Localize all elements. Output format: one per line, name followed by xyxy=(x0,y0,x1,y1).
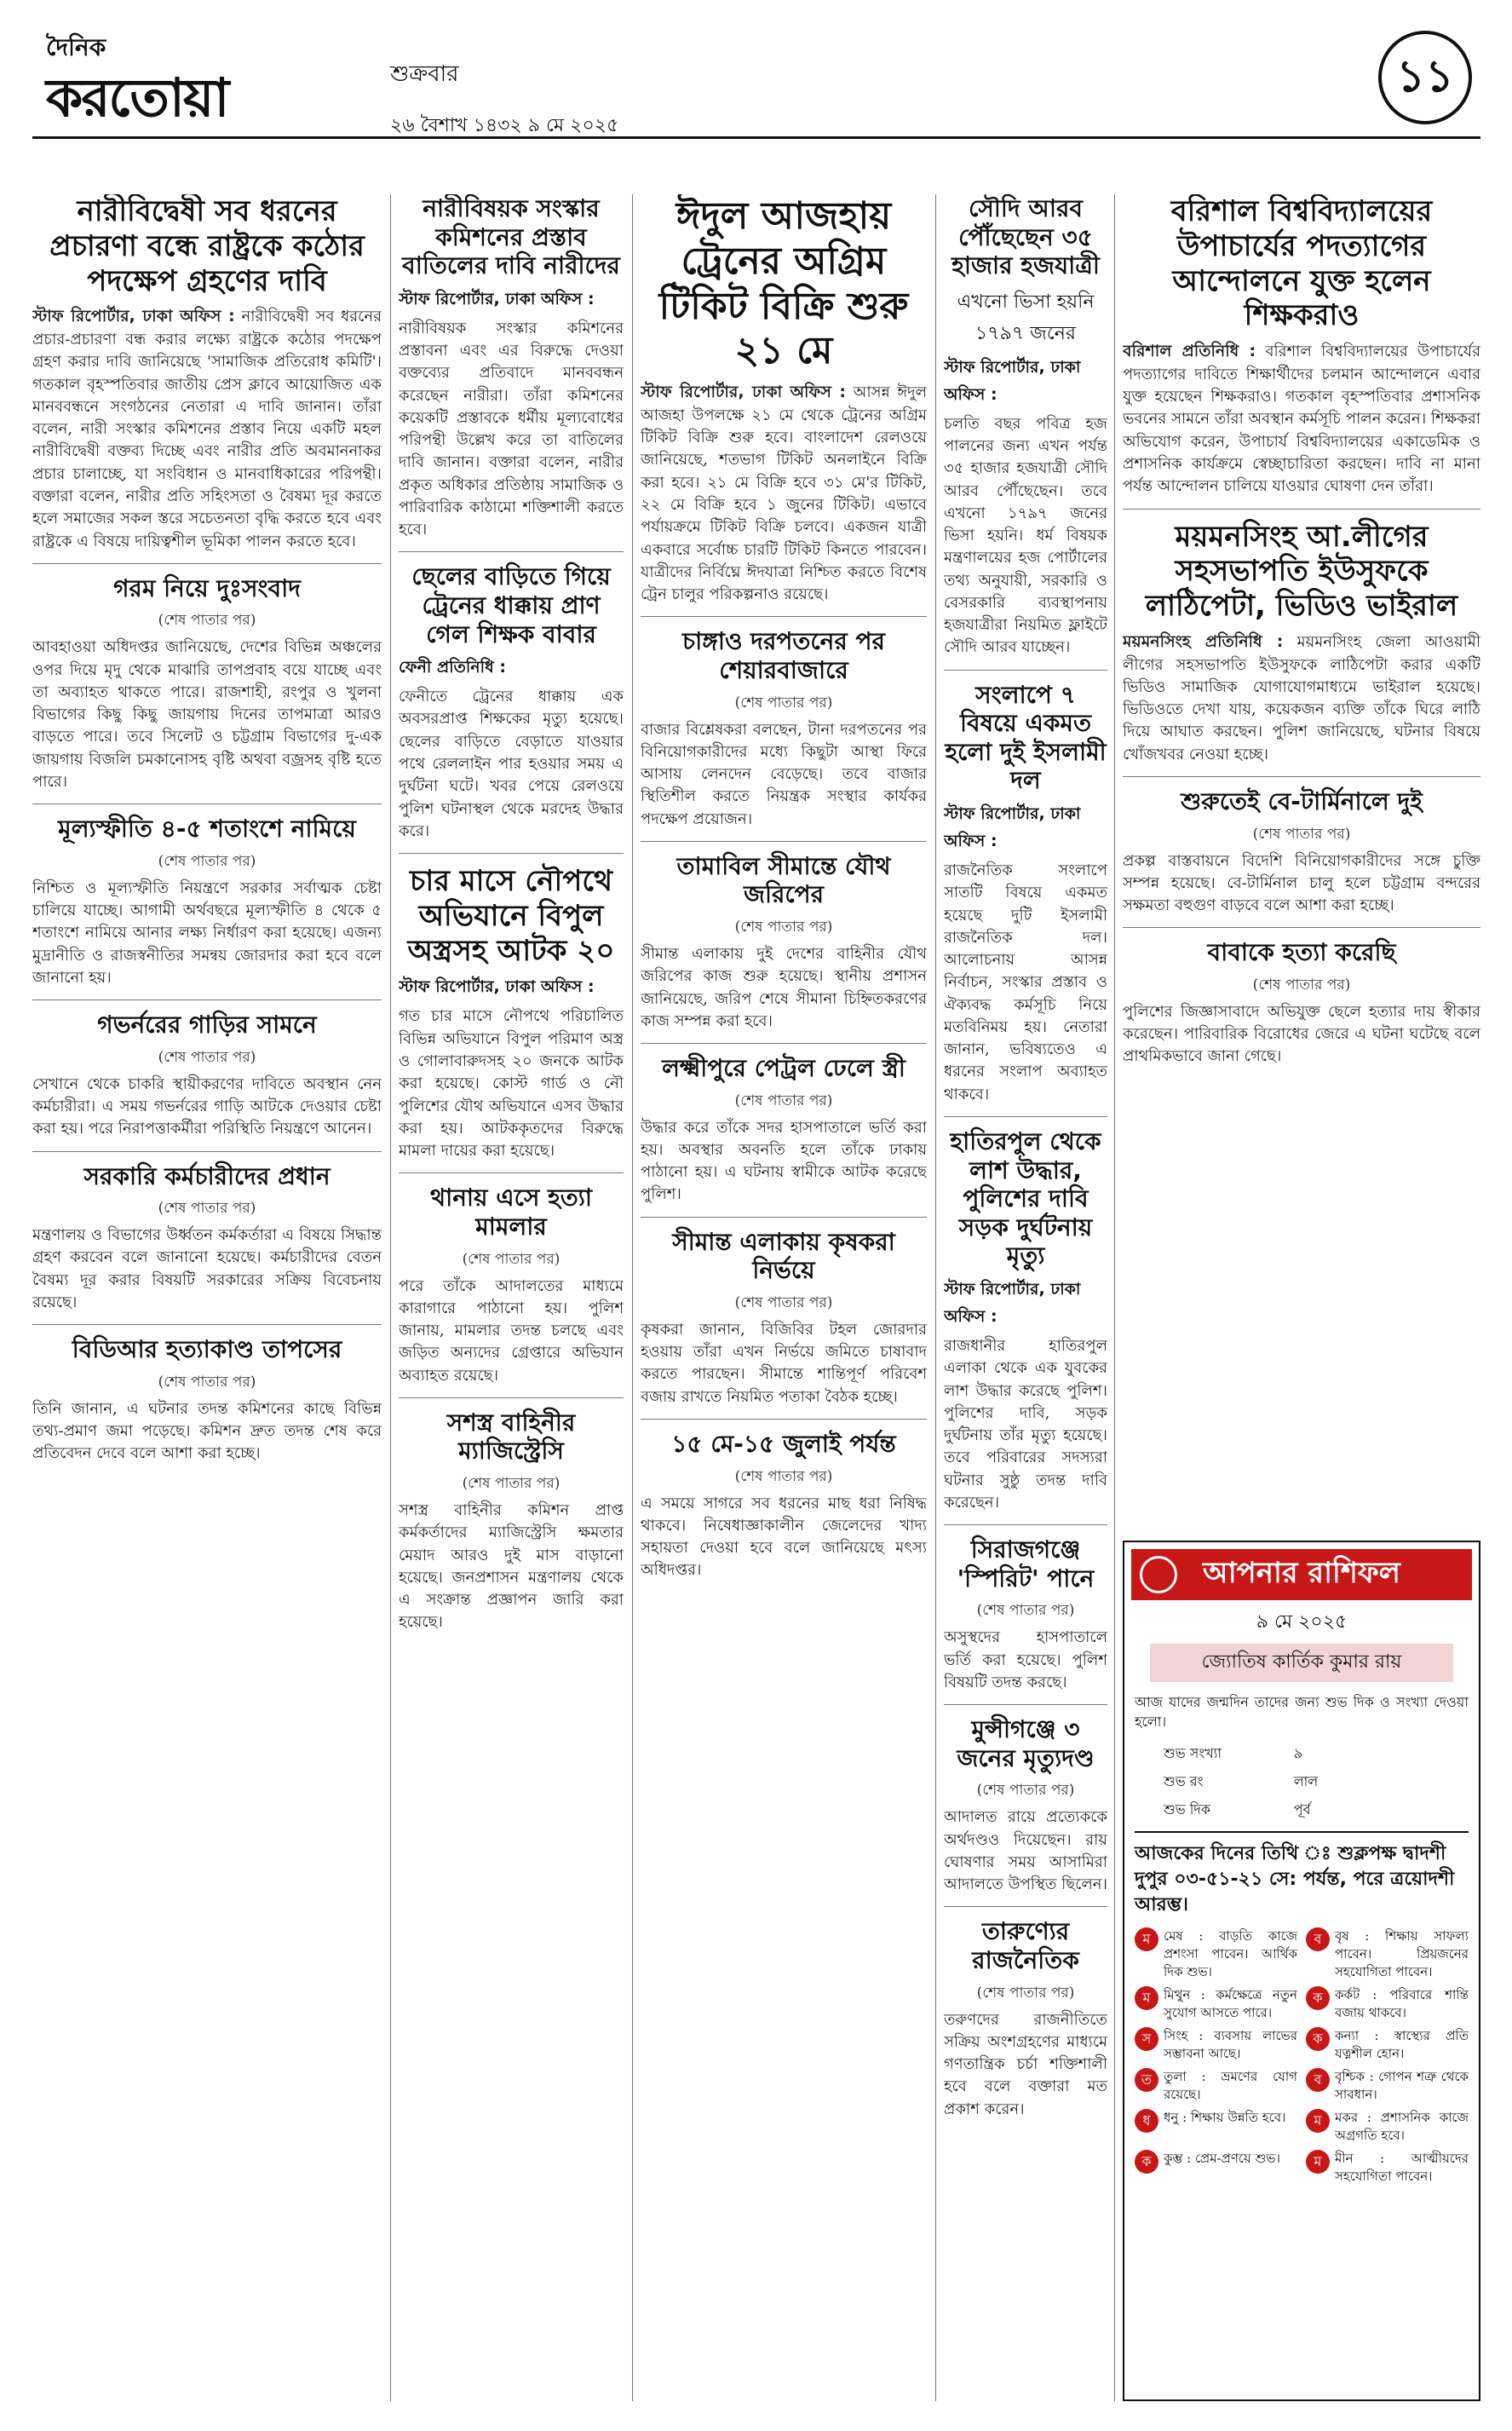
horoscope-table-label: শুভ রং xyxy=(1164,1773,1204,1790)
continued-note: (শেষ পাতার পর) xyxy=(976,1984,1075,2002)
horoscope-table-label: শুভ সংখ্যা xyxy=(1164,1745,1222,1762)
article-body: অসুস্থদের হাসপাতালে ভর্তি করা হয়েছে। পুলিশ বিষয়টি তদন্ত করছে। xyxy=(944,1628,1107,1691)
article-body: তরুণদের রাজনীতিতে সক্রিয় অংশগ্রহণের মাধ্যমে গণতান্ত্রিক চর্চা শক্তিশালী হবে বলে বক্তারা মত প্রকাশ করেন। xyxy=(944,2010,1107,2118)
headline: থানায় এসে হত্যা মামলার xyxy=(429,1184,593,1241)
column-5 xyxy=(1123,194,1480,1532)
zodiac-sign-text: কন্যা : স্বাস্থ্যের প্রতি যত্নশীল হোন। xyxy=(1335,2028,1469,2062)
headline: চার মাসে নৌপথে অভিযানে বিপুল অস্ত্রসহ আটক ২০ xyxy=(407,864,615,968)
byline: স্টাফ রিপোর্টার, ঢাকা অফিস : xyxy=(641,383,847,402)
horoscope-table-value: লাল xyxy=(1293,1773,1319,1790)
article-body: নিশ্চিত ও মূল্যস্ফীতি নিয়ন্ত্রণে সরকার সর্বাত্মক চেষ্টা চালিয়ে যাচ্ছে। আগামী অর্থবছরে মূল্যস্ফীতি ৪ থেকে ৫ শতাংশে নামিয়ে আনার লক্ষ্য নির্ধারণ করা হয়েছে। এজন্য মুদ্রানীতি ও রাজস্বনীতির সমন্বয় জোরদার করা হবে বলে জানানো হয়। xyxy=(32,879,382,987)
article-sirajganj xyxy=(944,1535,1107,1694)
article-magistracy xyxy=(399,1408,624,1634)
zodiac-sign-text: মিথুন : কর্মক্ষেত্রে নতুন সুযোগ আসতে পারে। xyxy=(1164,1987,1297,2021)
article-hatirpool xyxy=(944,1127,1107,1514)
zodiac-sign-text: মেষ : বাড়তি কাজে প্রশংসা পাবেন। আর্থিক দিক শুভ। xyxy=(1164,1928,1297,1980)
zodiac-symbol-icon: ম xyxy=(1306,2150,1330,2174)
article-munshiganj xyxy=(944,1715,1107,1896)
article-body: প্রকল্প বাস্তবায়নে বিদেশি বিনিয়োগকারীদের সঙ্গে চুক্তি সম্পন্ন হয়েছে। বে-টার্মিনাল চালু হলে চট্টগ্রাম বন্দরের সক্ষমতা বহুগুণ বাড়বে বলে আশা করা হচ্ছে। xyxy=(1123,851,1480,915)
column-2 xyxy=(399,194,624,2401)
horoscope-table-row xyxy=(1158,1740,1354,1768)
article-tamabil xyxy=(641,852,927,1033)
horoscope-author: জ্যোতিষ কার্তিক কুমার রায় xyxy=(1150,1644,1453,1682)
article-mymensingh xyxy=(1123,520,1480,766)
article-body: এ সময়ে সাগরে সব ধরনের মাছ ধরা নিষিদ্ধ থাকবে। নিষেধাজ্ঞাকালীন জেলেদের খাদ্য সহায়তা দেওয়া হবে বলে জানিয়েছে মৎস্য অধিদপ্তর। xyxy=(641,1494,927,1580)
article-2 xyxy=(399,194,624,541)
zodiac-sign-item xyxy=(1135,1986,1297,2022)
zodiac-symbol-icon: ম xyxy=(1306,2109,1330,2133)
article-body: বাজার বিশ্লেষকরা বলছেন, টানা দরপতনের পর বিনিয়োগকারীদের মধ্যে কিছুটা আস্থা ফিরে আসায় লেনদেন বেড়েছে। তবে বাজার স্থিতিশীল করতে নিয়ন্ত্রক সংস্থার কার্যকর পদক্ষেপ প্রয়োজন। xyxy=(641,720,927,828)
continued-note: (শেষ পাতার পর) xyxy=(1252,976,1351,994)
zodiac-symbol-icon: ত xyxy=(1135,2068,1158,2092)
zodiac-sign-item xyxy=(1306,2109,1469,2145)
logo-top-text: দৈনিক xyxy=(46,33,106,61)
headline: মূল্যস্ফীতি ৪-৫ শতাংশে নামিয়ে xyxy=(58,815,356,844)
headline: গরম নিয়ে দুঃসংবাদ xyxy=(113,573,301,602)
article-border-farmers xyxy=(641,1228,927,1408)
zodiac-sign-text: বৃষ : শিক্ষায় সাফল্য পাবেন। প্রিয়জনের সহযোগিতা পাবেন। xyxy=(1335,1928,1469,1980)
continued-note: (শেষ পাতার পর) xyxy=(462,1475,561,1493)
horoscope-table-value: ৯ xyxy=(1293,1745,1303,1762)
horoscope-title: আপনার রাশিফল xyxy=(1202,1555,1401,1590)
article-3-lead xyxy=(641,194,927,606)
subheadline: এখনো ভিসা হয়নি ১৭৯৭ জনের xyxy=(957,291,1095,344)
horoscope-header xyxy=(1131,1549,1472,1600)
zodiac-sign-item xyxy=(1135,2150,1297,2186)
continued-note: (শেষ পাতার পর) xyxy=(734,694,833,711)
column-4 xyxy=(944,194,1107,2401)
article-body: উদ্ধার করে তাঁকে সদর হাসপাতালে ভর্তি করা হয়। অবস্থার অবনতি হলে তাঁকে ঢাকায় পাঠানো হয়। এ ঘটনায় স্বামীকে আটক করেছে পুলিশ। xyxy=(641,1118,927,1204)
headline: তামাবিল সীমান্তে যৌথ জরিপের xyxy=(676,851,891,909)
zodiac-sign-text: ধনু : শিক্ষায় উন্নতি হবে। xyxy=(1164,2110,1286,2126)
masthead xyxy=(32,19,1480,136)
article-fishing-ban xyxy=(641,1430,927,1582)
article-youth-politics xyxy=(944,1917,1107,2121)
article-body: গত চার মাসে নৌপথে পরিচালিত বিভিন্ন অভিযানে বিপুল পরিমাণ অস্ত্র ও গোলাবারুদসহ ২০ জনকে আটক করা হয়েছে। কোস্ট গার্ড ও নৌ পুলিশের যৌথ অভিযানে এসব উদ্ধার করা হয়। আটককৃতদের বিরুদ্ধে মামলা দায়ের করা হয়েছে। xyxy=(399,1007,624,1161)
headline: তারুণ্যের রাজনৈতিক xyxy=(972,1917,1079,1974)
headline: ছেলের বাড়িতে গিয়ে ট্রেনের ধাক্কায় প্রাণ গেল শিক্ষক বাবার xyxy=(411,562,611,648)
zodiac-symbol-icon: ক xyxy=(1306,1986,1330,2010)
continued-note: (শেষ পাতার পর) xyxy=(158,1048,256,1066)
byline: স্টাফ রিপোর্টার, ঢাকা অফিস : xyxy=(32,307,235,326)
article-body: আবহাওয়া অধিদপ্তর জানিয়েছে, দেশের বিভিন্ন অঞ্চলের ওপর দিয়ে মৃদু থেকে মাঝারি তাপপ্রবাহ বয়ে যাচ্ছে এবং তা অব্যাহত থাকতে পারে। রাজশাহী, রংপুর ও খুলনা বিভাগের কিছু কিছু জায়গায় দিনের তাপমাত্রা আরও বাড়তে পারে। তবে সিলেট ও চট্টগ্রাম বিভাগের দু-এক জায়গায় বিজলি চমকানোসহ বৃষ্টি অথবা বজ্রসহ বৃষ্টি হতে পারে। xyxy=(32,638,382,791)
article-hajj xyxy=(944,194,1107,660)
zodiac-sign-text: বৃশ্চিক : গোপন শত্রু থেকে সাবধান। xyxy=(1335,2069,1469,2103)
zodiac-sign-item xyxy=(1135,2109,1297,2145)
column-3 xyxy=(641,194,927,2401)
article-body: আদালত রায়ে প্রত্যেককে অর্থদণ্ডও দিয়েছেন। রায় ঘোষণার সময় আসামিরা আদালতে উপস্থিত ছিলেন। xyxy=(944,1808,1107,1894)
column-divider xyxy=(935,194,936,2401)
headline: ময়মনসিংহ আ.লীগের সহসভাপতি ইউসুফকে লাঠিপেটা, ভিডিও ভাইরাল xyxy=(1145,519,1458,624)
zodiac-symbol-icon: ব xyxy=(1306,2068,1330,2092)
headline: হাতিরপুল থেকে লাশ উদ্ধার, পুলিশের দাবি সড়ক দুর্ঘটনায় মৃত্যু xyxy=(950,1127,1101,1270)
zodiac-sign-text: মকর : প্রশাসনিক কাজে অগ্রগতি হবে। xyxy=(1335,2110,1469,2144)
zodiac-sign-text: কর্কট : পরিবারে শান্তি বজায় থাকবে। xyxy=(1335,1987,1469,2021)
article-governor xyxy=(32,1011,382,1140)
article-body: রাজধানীর হাতিরপুল এলাকা থেকে এক যুবকের লাশ উদ্ধার করেছে পুলিশ। পুলিশের দাবি, সড়ক দুর্ঘটনায় তাঁর মৃত্যু হয়েছে। তবে পরিবারের সদস্যরা ঘটনার সুষ্ঠু তদন্ত দাবি করেছেন। xyxy=(944,1336,1107,1512)
headline: নারীবিষয়ক সংস্কার কমিশনের প্রস্তাব বাতিলের দাবি নারীদের xyxy=(402,194,620,280)
article-govt-employees xyxy=(32,1162,382,1315)
column-divider xyxy=(390,194,391,2401)
article-body: পরে তাঁকে আদালতের মাধ্যমে কারাগারে পাঠানো হয়। পুলিশ জানায়, মামলার তদন্ত চলছে এবং জড়িত অন্যদের গ্রেপ্তারে অভিযান অব্যাহত রয়েছে। xyxy=(399,1276,624,1385)
zodiac-symbol-icon: ম xyxy=(1135,1986,1158,2010)
zodiac-sign-list xyxy=(1124,1922,1479,2191)
headline: বাবাকে হত্যা করেছি xyxy=(1207,938,1396,967)
headline: বিডিআর হত্যাকাণ্ড তাপসের xyxy=(72,1335,342,1364)
continued-note: (শেষ পাতার পর) xyxy=(158,1200,256,1218)
zodiac-sign-item xyxy=(1306,2150,1469,2186)
zodiac-sign-item xyxy=(1135,2068,1297,2104)
headline: সশস্ত্র বাহিনীর ম্যাজিস্ট্রেসি xyxy=(446,1408,576,1466)
headline: মুন্সীগঞ্জে ৩ জনের মৃত্যুদণ্ড xyxy=(957,1715,1095,1772)
zodiac-sign-text: মীন : আত্মীয়দের সহযোগিতা পাবেন। xyxy=(1335,2151,1469,2185)
logo-main-text: করতোয়া xyxy=(46,66,228,129)
article-barishal-university xyxy=(1123,194,1480,498)
zodiac-symbol-icon: ম xyxy=(1135,1927,1158,1951)
zodiac-sign-item xyxy=(1135,2027,1297,2063)
article-body: ময়মনসিংহ জেলা আওয়ামী লীগের সহসভাপতি ইউসুফকে লাঠিপেটা করার একটি ভিডিও সামাজিক যোগাযোগমাধ্যমে ভাইরাল হয়েছে। ভিডিওতে দেখা যায়, কয়েকজন ব্যক্তি তাঁকে ঘিরে লাঠি দিয়ে আঘাত করছেন। পুলিশ জানিয়েছে, ঘটনার বিষয়ে খোঁজখবর নেওয়া হচ্ছে। xyxy=(1123,632,1480,763)
article-body: রাজনৈতিক সংলাপে সাতটি বিষয়ে একমত হয়েছে দুটি ইসলামী রাজনৈতিক দল। আলোচনায় আসন্ন নির্বাচন, সংস্কার প্রস্তাব ও ঐক্যবদ্ধ কর্মসূচি নিয়ে মতবিনিময় হয়। নেতারা জানান, ভবিষ্যতেও এ ধরনের সংলাপ অব্যাহত থাকবে। xyxy=(944,861,1107,1103)
zodiac-symbol-icon: স xyxy=(1135,2027,1158,2051)
horoscope-table-row xyxy=(1158,1796,1354,1824)
horoscope-date: ৯ মে ২০২৫ xyxy=(1256,1611,1348,1633)
zodiac-sign-item xyxy=(1306,1927,1469,1981)
headline: সীমান্ত এলাকায় কৃষকরা নির্ভয়ে xyxy=(672,1227,895,1285)
article-body: সেখানে থেকে চাকরি স্থায়ীকরণের দাবিতে অবস্থান নেন কর্মচারীরা। এ সময় গভর্নরের গাড়ি আটকে দেওয়ার চেষ্টা করা হয়। পরে নিরাপত্তাকর্মীরা পরিস্থিতি নিয়ন্ত্রণে আনেন। xyxy=(32,1074,382,1138)
zodiac-symbol-icon: ধ xyxy=(1135,2109,1158,2133)
continued-note: (শেষ পাতার পর) xyxy=(734,1467,833,1485)
headline: শুরুতেই বে-টার্মিনালে দুই xyxy=(1181,786,1423,815)
page-number: ১১ xyxy=(1378,31,1472,124)
column-1 xyxy=(32,194,382,2401)
continued-note: (শেষ পাতার পর) xyxy=(976,1602,1075,1620)
article-body: চলতি বছর পবিত্র হজ পালনের জন্য এখন পর্যন্ত ৩৫ হাজার হজযাত্রী সৌদি আরব পৌঁছেছেন। তবে এখনো ১৭৯৭ জনের ভিসা হয়নি। ধর্ম বিষয়ক মন্ত্রণালয়ের হজ পোর্টালের তথ্য অনুযায়ী, সরকারি ও বেসরকারি ব্যবস্থাপনায় হজযাত্রীরা নিয়মিত ফ্লাইটে সৌদি আরব যাচ্ছেন। xyxy=(944,414,1107,657)
headline: ১৫ মে-১৫ জুলাই পর্যন্ত xyxy=(671,1429,896,1458)
horoscope-intro: আজ যাদের জন্মদিন তাদের জন্য শুভ দিক ও সংখ্যা দেওয়া হলো। xyxy=(1135,1694,1469,1731)
continued-note: (শেষ পাতার পর) xyxy=(158,852,256,870)
horoscope-table-row xyxy=(1158,1768,1354,1796)
byline: স্টাফ রিপোর্টার, ঢাকা অফিস : xyxy=(399,289,595,308)
headline: চাঙ্গাও দরপতনের পর শেয়ারবাজারে xyxy=(682,627,885,684)
byline: স্টাফ রিপোর্টার, ঢাকা অফিস : xyxy=(399,977,595,997)
article-body: নারীবিষয়ক সংস্কার কমিশনের প্রস্তাবনা এবং এর বিরুদ্ধে দেওয়া বক্তব্যের প্রতিবাদে মানববন্ধন করেছেন নারীরা। তাঁরা কমিশনের কয়েকটি প্রস্তাবকে ধর্মীয় মূল্যবোধের পরিপন্থী উল্লেখ করে তা বাতিলের দাবি জানান। বক্তারা বলেন, নারীর প্রকৃত অধিকার প্রতিষ্ঠায় সামাজিক ও পারিবারিক কাঠামো শক্তিশালী করতে হবে। xyxy=(399,319,624,539)
article-body: সীমান্ত এলাকায় দুই দেশের বাহিনীর যৌথ জরিপের কাজ শুরু হয়েছে। স্থানীয় প্রশাসন জানিয়েছে, জরিপ শেষে সীমানা চিহ্নিতকরণের কাজ সম্পন্ন করা হবে। xyxy=(641,945,927,1030)
continued-note: (শেষ পাতার পর) xyxy=(1252,825,1351,843)
continued-note: (শেষ পাতার পর) xyxy=(158,1373,256,1391)
headline: বরিশাল বিশ্ববিদ্যালয়ের উপাচার্যের পদত্যাগের আন্দোলনে যুক্ত হলেন শিক্ষকরাও xyxy=(1170,194,1433,333)
article-body: নারীবিদ্বেষী সব ধরনের প্রচার-প্রচারণা বন্ধ করার লক্ষ্যে রাষ্ট্রকে কঠোর পদক্ষেপ গ্রহণ করার দাবি জানিয়েছে 'সামাজিক প্রতিরোধ কমিটি'। গতকাল বৃহস্পতিবার জাতীয় প্রেস ক্লাবে আয়োজিত এক মানববন্ধনে সংগঠনের নেতারা এ দাবি জানান। তাঁরা বলেন, নারী সংস্কার কমিশনের প্রস্তাব নিয়ে একটি মহল নারীবিদ্বেষী বক্তব্য দিচ্ছে এবং নারীর প্রতি অবমাননাকর প্রচার চালাচ্ছে, যা সংবিধান ও মানবাধিকারের পরিপন্থী। বক্তারা বলেন, নারীর প্রতি সহিংসতা ও বৈষম্য দূর করতে হলে সমাজের সকল স্তরে সচেতনতা বৃদ্ধি করতে হবে এবং রাষ্ট্রকে এ বিষয়ে দায়িত্বশীল ভূমিকা পালন করতে হবে। xyxy=(32,308,382,550)
article-body: আসন্ন ঈদুল আজহা উপলক্ষে ২১ মে থেকে ট্রেনের অগ্রিম টিকিট বিক্রি শুরু হবে। বাংলাদেশ রেলওয়ে জানিয়েছে, শতভাগ টিকিট অনলাইনে বিক্রি করা হবে। ২১ মে বিক্রি হবে ৩১ মে'র টিকিট, ২২ মে বিক্রি হবে ১ জুনের টিকিট। এভাবে পর্যায়ক্রমে টিকিট বিক্রি চলবে। একজন যাত্রী একবারে সর্বোচ্চ চারটি টিকিট কিনতে পারবেন। যাত্রীদের নির্বিঘ্নে ঈদযাত্রা নিশ্চিত করতে বিশেষ ট্রেন চালুর পরিকল্পনাও রয়েছে। xyxy=(641,383,927,604)
zodiac-symbol-icon: ক xyxy=(1135,2150,1158,2174)
continued-note: (শেষ পাতার পর) xyxy=(734,1293,833,1311)
headline: সংলাপে ৭ বিষয়ে একমত হলো দুই ইসলামী দল xyxy=(945,680,1107,795)
article-body: তিনি জানান, এ ঘটনার তদন্ত কমিশনের কাছে বিভিন্ন তথ্য-প্রমাণ জমা পড়েছে। কমিশন দ্রুত তদন্ত শেষ করে প্রতিবেদন দেবে বলে আশা করা হচ্ছে। xyxy=(32,1399,382,1463)
byline: ফেনী প্রতিনিধি : xyxy=(399,658,506,677)
byline: স্টাফ রিপোর্টার, ঢাকা অফিস : xyxy=(944,804,1081,851)
article-inflation xyxy=(32,815,382,989)
headline: সরকারি কর্মচারীদের প্রধান xyxy=(83,1161,331,1190)
headline: ঈদুল আজহায় ট্রেনের অগ্রিম টিকিট বিক্রি শুরু ২১ মে xyxy=(658,194,909,373)
zodiac-symbol-icon: ব xyxy=(1306,1927,1330,1951)
article-1 xyxy=(32,194,382,553)
zodiac-symbol-icon: ক xyxy=(1306,2027,1330,2051)
article-body: মন্ত্রণালয় ও বিভাগের উর্ধ্বতন কর্মকর্তারা এ বিষয়ে সিদ্ধান্ত গ্রহণ করবেন বলে জানানো হয়েছে। কর্মচারীদের বেতন বৈষম্য দূর করার বিষয়টি সরকারের সক্রিয় বিবেচনায় রয়েছে। xyxy=(32,1226,382,1311)
byline: স্টাফ রিপোর্টার, ঢাকা অফিস : xyxy=(944,357,1081,404)
zodiac-sign-text: কুম্ভ : প্রেম-প্রণয়ে শুভ। xyxy=(1164,2151,1280,2167)
headline: সৌদি আরব পৌঁছেছেন ৩৫ হাজার হজযাত্রী xyxy=(951,194,1100,280)
masthead-rule xyxy=(32,136,1480,139)
horoscope-box xyxy=(1123,1541,1480,2401)
article-islamic-parties xyxy=(944,681,1107,1106)
article-body: বরিশাল বিশ্ববিদ্যালয়ের উপাচার্যের পদত্যাগের দাবিতে শিক্ষার্থীদের চলমান আন্দোলনে এবার যুক্ত হয়েছেন শিক্ষকরাও। গতকাল বৃহস্পতিবার প্রশাসনিক ভবনের সামনে তাঁরা অবস্থান কর্মসূচি পালন করেন। শিক্ষকরা অভিযোগ করেন, উপাচার্য বিশ্ববিদ্যালয়ের একাডেমিক ও প্রশাসনিক কার্যক্রমে স্বেচ্ছাচারিতা করছেন। দাবি না মানা পর্যন্ত আন্দোলন চালিয়ে যাওয়ার ঘোষণা দেন তাঁরা। xyxy=(1123,343,1480,496)
article-train-accident xyxy=(399,562,624,843)
article-bay-terminal xyxy=(1123,787,1480,917)
headline: গভর্নরের গাড়ির সামনে xyxy=(97,1011,317,1040)
byline: স্টাফ রিপোর্টার, ঢাকা অফিস : xyxy=(944,1279,1081,1326)
zodiac-wheel-icon xyxy=(1140,1556,1177,1593)
zodiac-sign-item xyxy=(1306,1986,1469,2022)
zodiac-sign-text: তুলা : ভ্রমণের যোগ রয়েছে। xyxy=(1164,2069,1297,2103)
horoscope-table-label: শুভ দিক xyxy=(1164,1801,1210,1818)
article-heat xyxy=(32,574,382,793)
headline: নারীবিদ্বেষী সব ধরনের প্রচারণা বন্ধে রাষ্ট্রকে কঠোর পদক্ষেপ গ্রহণের দাবি xyxy=(49,194,365,298)
byline: ময়মনসিংহ প্রতিনিধি : xyxy=(1123,631,1284,651)
article-murder-case xyxy=(399,1184,624,1387)
continued-note: (শেষ পাতার পর) xyxy=(976,1782,1075,1800)
continued-note: (শেষ পাতার পর) xyxy=(462,1250,561,1268)
continued-note: (শেষ পাতার পর) xyxy=(734,919,833,936)
horoscope-tithi: আজকের দিনের তিথি ঃ শুক্লপক্ষ দ্বাদশী দুপুর ০৩-৫১-২১ সে: পর্যন্ত, পরে ত্রয়োদশী আরম্ভ। xyxy=(1135,1843,1455,1915)
article-river-arms xyxy=(399,864,624,1162)
article-body: কৃষকরা জানান, বিজিবির টহল জোরদার হওয়ায় তাঁরা এখন নির্ভয়ে জমিতে চাষাবাদ করতে পারছেন। সীমান্তে শান্তিপূর্ণ পরিবেশ বজায় রাখতে নিয়মিত পতাকা বৈঠক হচ্ছে। xyxy=(641,1320,927,1406)
horoscope-table xyxy=(1158,1740,1354,1824)
article-body: পুলিশের জিজ্ঞাসাবাদে অভিযুক্ত ছেলে হত্যার দায় স্বীকার করেছেন। পারিবারিক বিরোধের জেরে এ ঘটনা ঘটেছে বলে প্রাথমিকভাবে জানা গেছে। xyxy=(1123,1002,1480,1066)
continued-note: (শেষ পাতার পর) xyxy=(734,1092,833,1109)
issue-day: শুক্রবার xyxy=(390,61,459,87)
article-body: ফেনীতে ট্রেনের ধাক্কায় এক অবসরপ্রাপ্ত শিক্ষকের মৃত্যু হয়েছে। ছেলের বাড়িতে বেড়াতে যাওয়ার পথে রেললাইন পার হওয়ার সময় এ দুর্ঘটনা ঘটে। খবর পেয়ে রেলওয়ে পুলিশ ঘটনাস্থল থেকে মরদেহ উদ্ধার করে। xyxy=(399,688,624,840)
zodiac-sign-item xyxy=(1135,1927,1297,1981)
horoscope-table-value: পূর্ব xyxy=(1293,1801,1311,1818)
column-divider xyxy=(632,194,633,2401)
continued-note: (শেষ পাতার পর) xyxy=(158,612,256,630)
article-lakshmipur xyxy=(641,1054,927,1207)
headline: সিরাজগঞ্জে 'স্পিরিট' পানে xyxy=(957,1535,1095,1593)
zodiac-sign-item xyxy=(1306,2068,1469,2104)
article-bdr xyxy=(32,1335,382,1465)
issue-date: ২৬ বৈশাখ ১৪৩২ ৯ মে ২০২৫ xyxy=(390,115,619,136)
zodiac-sign-item xyxy=(1306,2027,1469,2063)
column-divider xyxy=(1114,194,1115,2401)
headline: লক্ষ্মীপুরে পেট্রল ঢেলে স্ত্রী xyxy=(662,1054,905,1083)
article-body: সশস্ত্র বাহিনীর কমিশন প্রাপ্ত কর্মকর্তাদের ম্যাজিস্ট্রেসি ক্ষমতার মেয়াদ আরও দুই মাস বাড়ানো হয়েছে। জনপ্রশাসন মন্ত্রণালয় থেকে এ সংক্রান্ত প্রজ্ঞাপন জারি করা হয়েছে। xyxy=(399,1501,624,1632)
article-father-murder xyxy=(1123,938,1480,1068)
newspaper-logo xyxy=(46,29,302,129)
article-share-market xyxy=(641,627,927,831)
byline: বরিশাল প্রতিনিধি : xyxy=(1123,342,1256,361)
zodiac-sign-text: সিংহ : ব্যবসায় লাভের সম্ভাবনা আছে। xyxy=(1164,2028,1297,2062)
